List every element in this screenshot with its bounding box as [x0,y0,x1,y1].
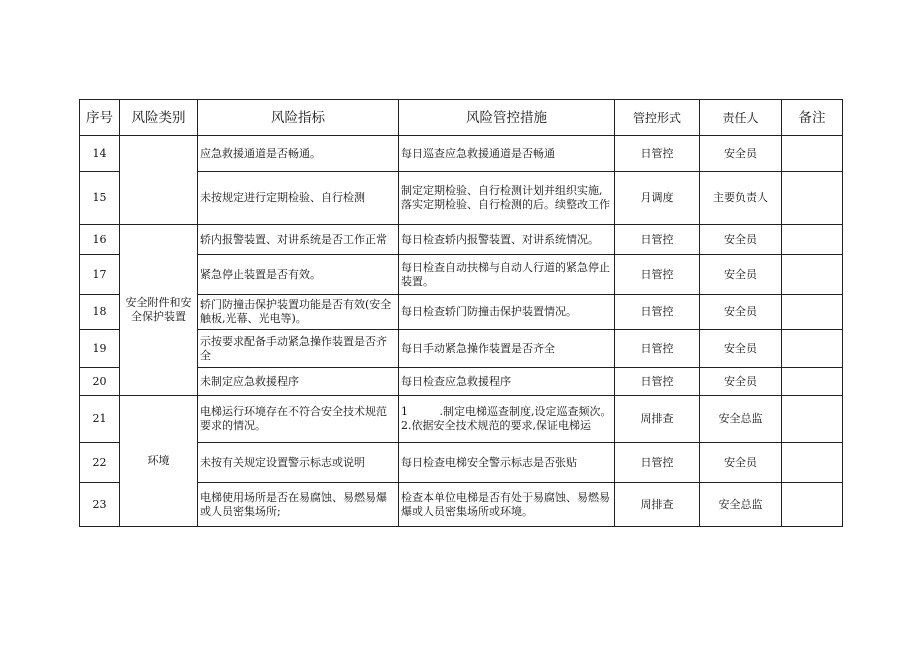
control-measure: 制定定期检验、自行检测计划并组织实施,落实定期检验、自行检测的后。续整改工作 [399,172,615,225]
responsible-person: 安全员 [700,225,782,255]
row-no: 15 [80,172,120,225]
control-measure: 每日巡查应急救援通道是否畅通 [399,136,615,172]
control-measure: 1 .制定电梯巡查制度,设定巡查频次。 2.依据安全技术规范的要求,保证电梯运 [399,396,615,443]
risk-control-table [79,99,843,527]
control-measure: 每日检查应急救援程序 [399,368,615,396]
header-measures: 风险管控措施 [399,100,615,136]
row-no: 16 [80,225,120,255]
control-form: 日管控 [615,225,700,255]
header-owner: 责任人 [700,100,782,136]
row-no: 22 [80,443,120,483]
responsible-person: 安全员 [700,255,782,295]
responsible-person: 安全员 [700,330,782,368]
control-measure: 每日检查轿内报警装置、对讲系统情况。 [399,225,615,255]
header-form: 管控形式 [615,100,700,136]
risk-indicator: 电梯运行环境存在不符合安全技术规范要求的情况。 [198,396,399,443]
control-measure: 每日检查自动扶梯与自动人行道的紧急停止装置。 [399,255,615,295]
remark [782,483,843,527]
risk-indicator: 电梯使用场所是否在易腐蚀、易燃易爆或人员密集场所; [198,483,399,527]
header-row [80,100,843,136]
risk-indicator: 应急救援通道是否畅通。 [198,136,399,172]
remark [782,295,843,330]
responsible-person: 安全员 [700,136,782,172]
table-row [80,225,843,255]
risk-indicator: 轿门防撞击保护装置功能是否有效(安全触板,光幕、光电等)。 [198,295,399,330]
table-row [80,136,843,172]
category-safety-devices: 安全附件和安全保护装置 [120,225,198,396]
control-form: 周排查 [615,483,700,527]
row-no: 17 [80,255,120,295]
responsible-person: 主要负责人 [700,172,782,225]
control-measure: 每日检查轿门防撞击保护装置情况。 [399,295,615,330]
responsible-person: 安全员 [700,443,782,483]
risk-indicator: 轿内报警装置、对讲系统是否工作正常 [198,225,399,255]
control-form: 周排查 [615,396,700,443]
remark [782,255,843,295]
control-form: 日管控 [615,330,700,368]
remark [782,225,843,255]
control-form: 日管控 [615,443,700,483]
risk-indicator: 未按有关规定设置警示标志或说明 [198,443,399,483]
control-form: 日管控 [615,368,700,396]
control-form: 日管控 [615,136,700,172]
header-no: 序号 [80,100,120,136]
responsible-person: 安全总监 [700,483,782,527]
header-indicator: 风险指标 [198,100,399,136]
remark [782,330,843,368]
remark [782,396,843,443]
category-environment: 环境 [120,396,198,527]
responsible-person: 安全员 [700,295,782,330]
row-no: 21 [80,396,120,443]
risk-indicator: 未按规定进行定期检验、自行检测 [198,172,399,225]
control-form: 月调度 [615,172,700,225]
control-form: 日管控 [615,255,700,295]
row-no: 23 [80,483,120,527]
remark [782,136,843,172]
header-category: 风险类别 [120,100,198,136]
row-no: 19 [80,330,120,368]
control-measure: 检查本单位电梯是否有处于易腐蚀、易燃易爆或人员密集场所或环境。 [399,483,615,527]
remark [782,368,843,396]
remark [782,172,843,225]
row-no: 20 [80,368,120,396]
control-form: 日管控 [615,295,700,330]
header-remark: 备注 [782,100,843,136]
control-measure: 每日检查电梯安全警示标志是否张贴 [399,443,615,483]
row-no: 14 [80,136,120,172]
risk-indicator: 紧急停止装置是否有效。 [198,255,399,295]
row-no: 18 [80,295,120,330]
category-cell-empty [120,136,198,225]
responsible-person: 安全员 [700,368,782,396]
risk-indicator: 未制定应急救援程序 [198,368,399,396]
remark [782,443,843,483]
table-row [80,396,843,443]
control-measure: 每日手动紧急操作装置是否齐全 [399,330,615,368]
responsible-person: 安全总监 [700,396,782,443]
risk-indicator: 示按要求配备手动紧急操作装置是否齐全 [198,330,399,368]
